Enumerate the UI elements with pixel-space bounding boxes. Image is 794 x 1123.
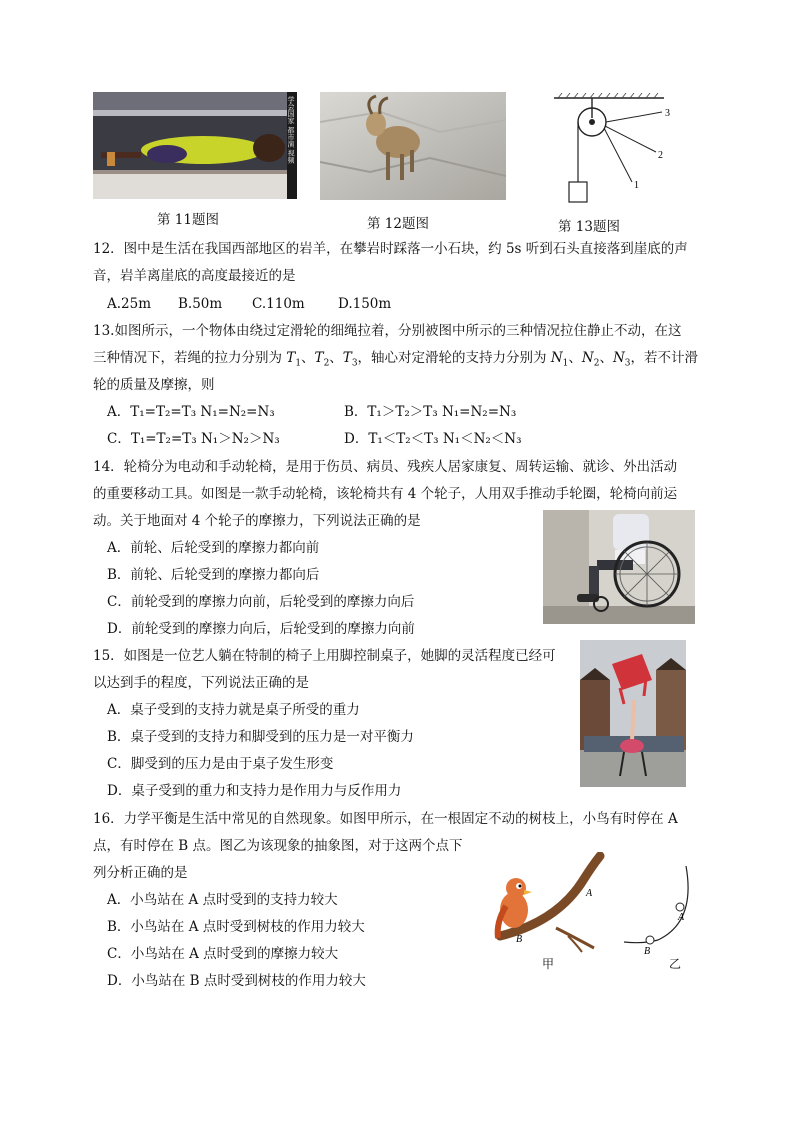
wheelchair-illustration (543, 510, 695, 624)
q15-option-b: B．桌子受到的支持力和脚受到的压力是一对平衡力 (107, 729, 414, 745)
acrobat-photo (580, 640, 686, 787)
figure-12-photo (320, 92, 506, 200)
q16-option-d: D．小鸟站在 B 点时受到树枝的作用力较大 (107, 973, 366, 989)
q14-option-c: C．前轮受到的摩擦力向前，后轮受到的摩擦力向后 (107, 594, 415, 610)
q16-line-1: 16．力学平衡是生活中常见的自然现象。如图甲所示，在一根固定不动的树枝上，小鸟有时停在 A (93, 811, 678, 827)
q13-line-2a: 三种情况下，若绳的拉力分别为 (93, 350, 287, 366)
q12-line-1: 12．图中是生活在我国西部地区的岩羊，在攀岩时踩落一小石块，约 5s 听到石头直接落到崖底的声 (93, 241, 688, 257)
q12-option-b: B.50m (178, 296, 223, 312)
pulley-diagram (548, 92, 688, 210)
abstract-curve-diagram (616, 862, 702, 962)
q12-option-a: A.25m (107, 296, 152, 312)
figure-16-yi (616, 862, 702, 962)
figure-11-overlay (261, 96, 295, 163)
q13-line-2: 三种情况下，若绳的拉力分别为 $T_1$、$T_2$、$T_3$，轴心对定滑轮的支持力分别为 $N_1$、$N_2$、$N_3$，若不计滑 (93, 350, 698, 369)
q14-line-1: 14．轮椅分为电动和手动轮椅，是用于伤员、病员、残疾人居家康复、周转运输、就诊、外出活动 (93, 459, 678, 475)
curve-point-a: A (678, 912, 685, 923)
q14-option-d: D．前轮受到的摩擦力向后，后轮受到的摩擦力向前 (107, 621, 415, 637)
figure-11-photo (93, 92, 297, 199)
figure-16-jia (486, 852, 606, 972)
q15-option-a: A．桌子受到的支持力就是桌子所受的重力 (107, 702, 360, 718)
figure-13-diagram (548, 92, 688, 210)
figure-11-overlay-text-2: 视频 (287, 149, 295, 164)
q15-line-2: 以达到手的程度，下列说法正确的是 (93, 675, 309, 691)
q13-line-2c: ，若不计滑 (630, 350, 698, 366)
q15-line-1: 15．如图是一位艺人躺在特制的椅子上用脚控制桌子，她脚的灵活程度已经可 (93, 648, 556, 664)
q13-line-3: 轮的质量及摩擦，则 (93, 377, 215, 393)
figure-16-label-jia: 甲 (542, 957, 555, 971)
q16-option-a: A．小鸟站在 A 点时受到的支持力较大 (107, 892, 338, 908)
figure-12-caption: 第 12题图 (367, 216, 429, 232)
branch-point-a: A (586, 888, 593, 899)
q14-option-b: B．前轮、后轮受到的摩擦力都向后 (107, 567, 320, 583)
q16-option-b: B．小鸟站在 A 点时受到树枝的作用力较大 (107, 919, 365, 935)
q13-option-a: A．T₁=T₂=T₃ N₁=N₂=N₃ (107, 404, 275, 420)
acrobat-illustration (580, 640, 686, 787)
figure-16-label-yi: 乙 (669, 957, 682, 971)
figure-13-caption: 第 13题图 (558, 219, 620, 235)
rope-label-3: 3 (665, 108, 670, 119)
q15-option-d: D．桌子受到的重力和支持力是作用力与反作用力 (107, 783, 402, 799)
q14-line-2: 的重要移动工具。如图是一款手动轮椅，该轮椅共有 4 个轮子，人用双手推动手轮圈，轮椅向前运 (93, 486, 678, 502)
q13-option-d: D．T₁＜T₂＜T₃ N₁＜N₂＜N₃ (344, 431, 522, 447)
figure-11-caption: 第 11题图 (157, 212, 219, 228)
q12-line-2: 音，岩羊离崖底的高度最接近的是 (93, 268, 296, 284)
rope-label-1: 1 (634, 180, 639, 191)
q16-line-2: 点，有时停在 B 点。图乙为该现象的抽象图，对于这两个点下 (93, 838, 463, 854)
q12-option-c: C.110m (252, 296, 305, 312)
q14-line-3: 动。关于地面对 4 个轮子的摩擦力，下列说法正确的是 (93, 513, 421, 529)
q12-option-d: D.150m (338, 296, 392, 312)
wheelchair-photo (543, 510, 695, 624)
q13-line-1: 13.如图所示，一个物体由绕过定滑轮的细绳拉着，分别被图中所示的三种情况拉住静止不动，在这 (93, 323, 682, 339)
q16-option-c: C．小鸟站在 A 点时受到的摩擦力较大 (107, 946, 339, 962)
q15-option-c: C．脚受到的压力是由于桌子发生形变 (107, 756, 334, 772)
figure-11-overlay-text-1: 学会国家 都市演 (287, 96, 295, 150)
figure-12-illustration (320, 92, 506, 200)
q16-line-3: 列分析正确的是 (93, 865, 188, 881)
branch-point-b: B (516, 934, 523, 945)
rope-label-2: 2 (658, 150, 663, 161)
q14-option-a: A．前轮、后轮受到的摩擦力都向前 (107, 540, 320, 556)
q13-option-c: C．T₁=T₂=T₃ N₁＞N₂＞N₃ (107, 431, 280, 447)
bird-branch-illustration (486, 852, 606, 972)
q13-line-2b: ，轴心对定滑轮的支持力分别为 (357, 350, 551, 366)
q13-option-b: B．T₁＞T₂＞T₃ N₁=N₂=N₃ (344, 404, 517, 420)
curve-point-b: B (644, 946, 651, 957)
